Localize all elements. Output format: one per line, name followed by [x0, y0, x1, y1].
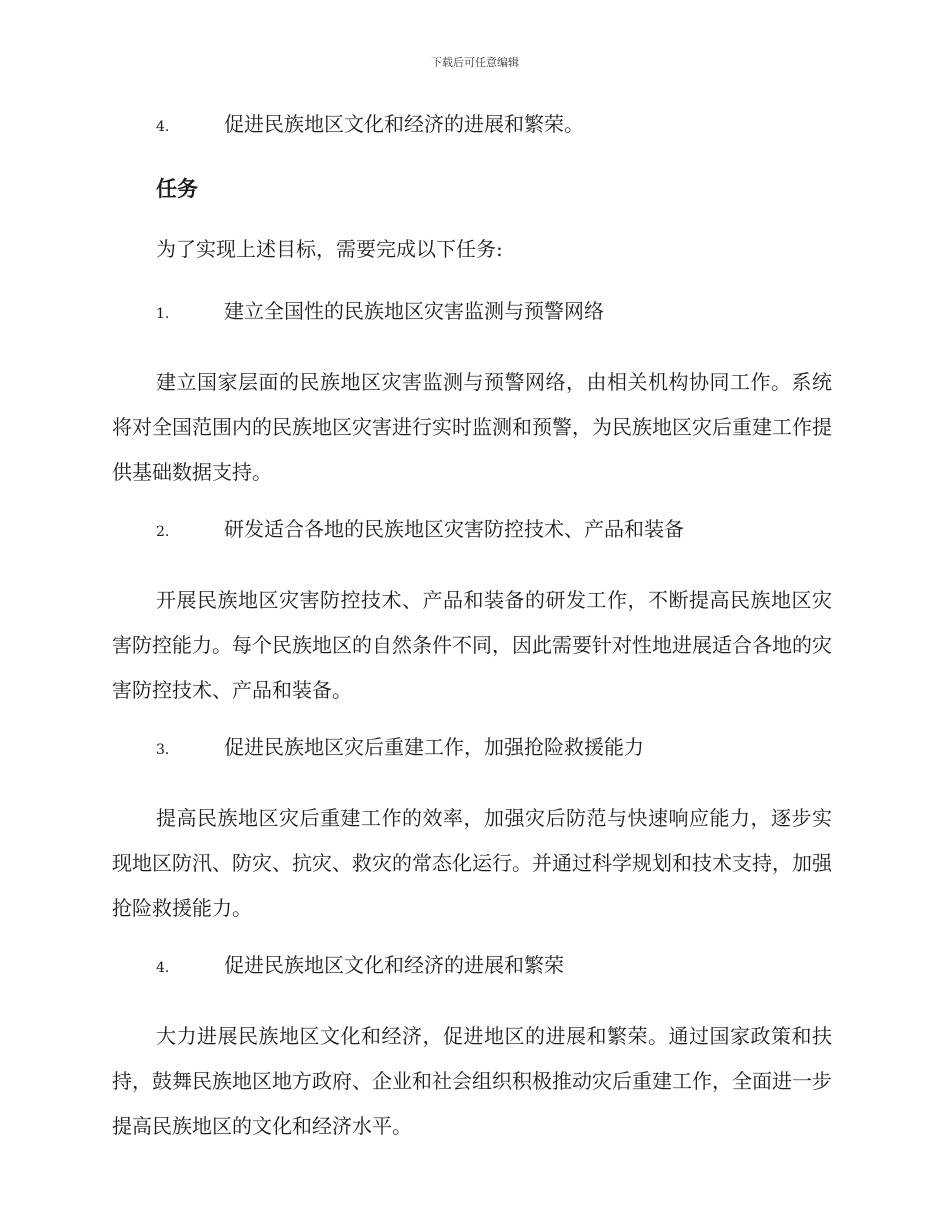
- task-body-1: 建立国家层面的民族地区灾害监测与预警网络，由相关机构协同工作。系统将对全国范围内的民族地区灾害进行实时监测和预警，为民族地区灾后重建工作提供基础数据支持。: [112, 370, 832, 484]
- task-number: 3.: [156, 742, 170, 758]
- list-item-top: [112, 108, 832, 143]
- task-title-text: 研发适合各地的民族地区灾害防控技术、产品和装备: [224, 517, 684, 541]
- task-title-text: 建立全国性的民族地区灾害监测与预警网络: [224, 299, 604, 323]
- task-number: 2.: [156, 524, 170, 540]
- task-title-text: 促进民族地区文化和经济的进展和繁荣: [224, 953, 564, 977]
- header-note: 下载后可任意编辑: [431, 56, 519, 69]
- task-title-1: [112, 295, 832, 330]
- task-number: 1.: [156, 306, 170, 322]
- task-body-2: 开展民族地区灾害防控技术、产品和装备的研发工作，不断提高民族地区灾害防控能力。每个民族地区的自然条件不同，因此需要针对性地进展适合各地的灾害防控技术、产品和装备。: [112, 588, 832, 702]
- document-body: [112, 108, 832, 1167]
- task-title-text: 促进民族地区灾后重建工作，加强抢险救援能力: [224, 735, 644, 759]
- section-intro: 为了实现上述目标，需要完成以下任务:: [156, 237, 503, 261]
- task-title-4: [112, 949, 832, 984]
- task-title-3: [112, 731, 832, 766]
- list-item-number: 4.: [156, 119, 170, 135]
- task-body-3: 提高民族地区灾后重建工作的效率，加强灾后防范与快速响应能力，逐步实现地区防汛、防灾、抗灾、救灾的常态化运行。并通过科学规划和技术支持，加强抢险救援能力。: [112, 806, 832, 920]
- task-number: 4.: [156, 960, 170, 976]
- task-body-4: 大力进展民族地区文化和经济，促进地区的进展和繁荣。通过国家政策和扶持，鼓舞民族地区地方政府、企业和社会组织积极推动灾后重建工作，全面进一步提高民族地区的文化和经济水平。: [112, 1024, 832, 1138]
- task-title-2: [112, 513, 832, 548]
- section-heading: 任务: [156, 177, 198, 201]
- list-item-text: 促进民族地区文化和经济的进展和繁荣。: [224, 112, 584, 136]
